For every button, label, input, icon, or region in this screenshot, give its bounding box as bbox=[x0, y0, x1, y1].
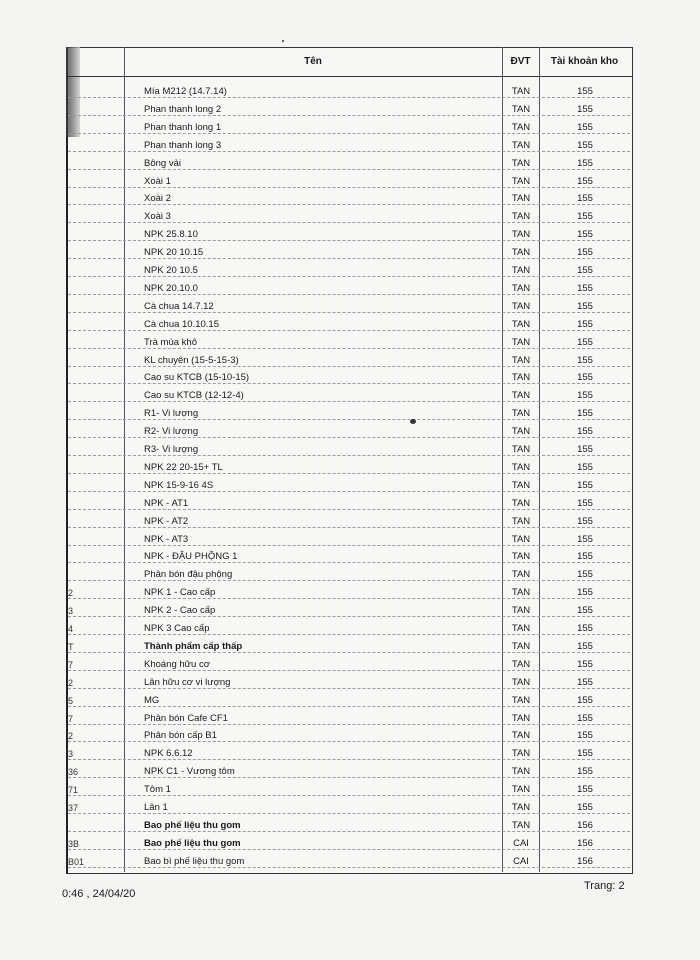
table-row bbox=[68, 727, 630, 745]
row-name: NPK 2 - Cao cấp bbox=[144, 605, 216, 617]
row-unit: TAN bbox=[511, 730, 531, 742]
row-account: 155 bbox=[577, 175, 593, 187]
row-code: 2 bbox=[68, 731, 74, 742]
row-unit: TAN bbox=[511, 623, 531, 634]
table-row bbox=[68, 190, 630, 208]
row-name: Khoáng hữu cơ bbox=[144, 658, 210, 670]
row-name: KL chuyên (15-5-15-3) bbox=[144, 354, 239, 366]
row-account: 155 bbox=[577, 354, 593, 366]
row-account: 155 bbox=[577, 712, 593, 724]
row-name: R1- Vi lượng bbox=[144, 408, 199, 420]
row-code: 36 bbox=[68, 767, 79, 778]
row-name: Trà mùa khô bbox=[144, 336, 197, 348]
row-name: R3- Vi lượng bbox=[144, 444, 199, 455]
table-row bbox=[68, 155, 630, 173]
table-row bbox=[68, 101, 630, 119]
table-row bbox=[68, 441, 630, 459]
row-account: 155 bbox=[577, 318, 593, 330]
row-name: Bao phế liệu thu gom bbox=[144, 819, 241, 831]
row-unit: TAN bbox=[511, 157, 531, 169]
row-unit: TAN bbox=[511, 139, 531, 151]
row-unit: TAN bbox=[511, 784, 531, 796]
row-unit: TAN bbox=[511, 587, 531, 599]
table-row bbox=[68, 656, 630, 674]
scan-speck bbox=[282, 40, 284, 42]
row-name: Mía M212 (14.7.14) bbox=[144, 86, 227, 97]
table-row bbox=[68, 799, 630, 817]
row-code: 71 bbox=[68, 785, 79, 796]
table-row bbox=[68, 244, 630, 262]
row-code: 7 bbox=[68, 659, 74, 670]
row-name: NPK - ĐẬU PHỘNG 1 bbox=[144, 551, 238, 563]
row-account: 155 bbox=[577, 748, 593, 760]
row-account: 155 bbox=[577, 730, 593, 742]
row-code: T bbox=[68, 641, 74, 652]
table-row bbox=[68, 620, 630, 638]
row-unit: TAN bbox=[511, 640, 531, 652]
table-row bbox=[68, 602, 630, 620]
row-unit: TAN bbox=[511, 408, 531, 420]
table-row bbox=[68, 566, 630, 584]
row-name: NPK 25.8.10 bbox=[144, 229, 198, 241]
row-unit: TAN bbox=[511, 569, 531, 581]
row-account: 155 bbox=[577, 640, 593, 652]
table-row bbox=[68, 137, 630, 155]
row-name: MG bbox=[144, 694, 160, 706]
row-unit: TAN bbox=[511, 533, 531, 545]
row-name: R2- Vi lượng bbox=[144, 426, 199, 438]
row-name: Phân bón Cafe CF1 bbox=[144, 712, 228, 724]
row-account: 155 bbox=[577, 247, 593, 259]
row-name: NPK 6.6.12 bbox=[144, 748, 193, 760]
row-name: Phan thanh long 3 bbox=[144, 139, 222, 151]
row-code: 3 bbox=[68, 606, 74, 617]
row-name: NPK C1 - Vương tôm bbox=[144, 766, 235, 778]
row-unit: TAN bbox=[511, 282, 531, 294]
row-code: 2 bbox=[68, 677, 74, 688]
row-account: 155 bbox=[577, 802, 593, 813]
table-row bbox=[68, 83, 630, 101]
row-account: 155 bbox=[577, 533, 593, 545]
table-row bbox=[68, 853, 630, 871]
row-code: 5 bbox=[68, 695, 74, 706]
row-unit: TAN bbox=[511, 247, 531, 259]
row-account: 155 bbox=[577, 497, 593, 509]
table-row bbox=[68, 513, 630, 531]
row-name: NPK 3 Cao cấp bbox=[144, 623, 210, 634]
row-name: NPK - AT3 bbox=[144, 533, 189, 545]
row-code: 7 bbox=[68, 713, 74, 724]
table-row bbox=[68, 548, 630, 566]
row-name: Tôm 1 bbox=[144, 784, 171, 796]
page-number: Trang: 2 bbox=[584, 880, 625, 892]
table-row bbox=[68, 316, 630, 334]
table-row bbox=[68, 710, 630, 728]
header-unit: ĐVT bbox=[510, 56, 531, 67]
row-account: 155 bbox=[577, 121, 593, 133]
table-row bbox=[68, 763, 630, 781]
row-account: 155 bbox=[577, 479, 593, 491]
table-row bbox=[68, 531, 630, 549]
row-account: 155 bbox=[577, 426, 593, 438]
row-account: 156 bbox=[577, 855, 593, 867]
row-name: Phân bón cấp B1 bbox=[144, 730, 217, 742]
row-unit: TAN bbox=[511, 658, 531, 670]
row-unit: TAN bbox=[511, 515, 531, 527]
table-row bbox=[68, 459, 630, 477]
row-account: 155 bbox=[577, 103, 593, 115]
row-unit: TAN bbox=[511, 694, 531, 706]
row-unit: TAN bbox=[511, 479, 531, 491]
row-account: 155 bbox=[577, 784, 593, 796]
row-unit: TAN bbox=[511, 426, 531, 438]
row-account: 155 bbox=[577, 157, 593, 169]
table-row bbox=[68, 745, 630, 763]
table-row bbox=[68, 584, 630, 602]
table-row bbox=[68, 369, 630, 387]
row-name: Xoài 3 bbox=[144, 211, 171, 223]
row-name: Phan thanh long 1 bbox=[144, 121, 222, 133]
row-account: 155 bbox=[577, 408, 593, 420]
row-name: Lân hữu cơ vi lượng bbox=[144, 676, 231, 688]
row-name: NPK - AT1 bbox=[144, 497, 189, 509]
table-row bbox=[68, 692, 630, 710]
row-account: 155 bbox=[577, 300, 593, 312]
row-unit: TAN bbox=[511, 121, 531, 133]
table-row bbox=[68, 280, 630, 298]
row-account: 155 bbox=[577, 390, 593, 402]
row-account: 155 bbox=[577, 658, 593, 670]
header-name: Tên bbox=[304, 56, 322, 67]
table-row bbox=[68, 352, 630, 370]
table-row bbox=[68, 674, 630, 692]
row-code: B01 bbox=[68, 856, 85, 867]
row-name: Phan thanh long 2 bbox=[144, 103, 222, 115]
row-account: 155 bbox=[577, 461, 593, 473]
row-unit: TAN bbox=[511, 318, 531, 330]
row-account: 155 bbox=[577, 766, 593, 778]
table-row bbox=[68, 405, 630, 423]
row-unit: TAN bbox=[511, 748, 531, 760]
row-unit: TAN bbox=[511, 193, 531, 205]
row-unit: TAN bbox=[511, 336, 531, 348]
row-name: Cao su KTCB (12-12-4) bbox=[144, 390, 244, 402]
row-account: 155 bbox=[577, 515, 593, 527]
table-row bbox=[68, 262, 630, 280]
table-row bbox=[68, 334, 630, 352]
row-name: Cao su KTCB (15-10-15) bbox=[144, 372, 250, 384]
row-account: 155 bbox=[577, 139, 593, 151]
row-account: 155 bbox=[577, 229, 593, 241]
row-name: Thành phẩm cấp thấp bbox=[144, 640, 243, 652]
row-name: NPK 22 20-15+ TL bbox=[144, 461, 223, 473]
row-unit: TAN bbox=[511, 676, 531, 688]
row-unit: TAN bbox=[511, 605, 531, 617]
row-name: NPK 20.10.0 bbox=[144, 282, 198, 294]
row-unit: TAN bbox=[511, 103, 531, 115]
row-unit: TAN bbox=[511, 354, 531, 366]
row-unit: TAN bbox=[511, 461, 531, 473]
table-row bbox=[68, 477, 630, 495]
row-name: NPK 1 - Cao cấp bbox=[144, 587, 216, 599]
row-code: 4 bbox=[68, 624, 74, 634]
table-row bbox=[68, 638, 630, 656]
row-unit: TAN bbox=[511, 86, 531, 97]
row-account: 155 bbox=[577, 444, 593, 455]
row-name: Xoài 1 bbox=[144, 175, 171, 187]
row-account: 156 bbox=[577, 819, 593, 831]
row-name: NPK 20 10.15 bbox=[144, 247, 204, 259]
scan-speck bbox=[410, 419, 416, 424]
row-name: Cà chua 14.7.12 bbox=[144, 300, 214, 312]
row-code: 3 bbox=[68, 749, 74, 760]
row-account: 155 bbox=[577, 282, 593, 294]
row-name: Xoài 2 bbox=[144, 193, 171, 205]
table-row bbox=[68, 208, 630, 226]
table-row bbox=[68, 835, 630, 853]
row-account: 155 bbox=[577, 336, 593, 348]
table-row bbox=[68, 387, 630, 405]
row-account: 155 bbox=[577, 372, 593, 384]
row-unit: TAN bbox=[511, 712, 531, 724]
row-account: 155 bbox=[577, 587, 593, 599]
print-timestamp: 0:46 , 24/04/20 bbox=[62, 888, 136, 900]
header-account: Tài khoản kho bbox=[550, 56, 619, 67]
row-unit: TAN bbox=[511, 802, 531, 813]
row-unit: TAN bbox=[511, 175, 531, 187]
row-account: 155 bbox=[577, 551, 593, 563]
row-name: Bông vải bbox=[144, 157, 181, 169]
row-name: NPK - AT2 bbox=[144, 515, 189, 527]
row-unit: CAI bbox=[513, 855, 529, 867]
row-account: 155 bbox=[577, 694, 593, 706]
row-account: 155 bbox=[577, 193, 593, 205]
table-row bbox=[68, 781, 630, 799]
row-account: 155 bbox=[577, 676, 593, 688]
row-unit: TAN bbox=[511, 819, 531, 831]
row-unit: TAN bbox=[511, 551, 531, 563]
table-row bbox=[68, 119, 630, 137]
row-name: Phân bón đậu phộng bbox=[144, 569, 233, 581]
table-row bbox=[68, 817, 630, 835]
row-name: NPK 15-9-16 4S bbox=[144, 479, 214, 491]
table-row bbox=[68, 226, 630, 244]
row-account: 155 bbox=[577, 569, 593, 581]
row-unit: TAN bbox=[511, 390, 531, 402]
table-row bbox=[68, 173, 630, 191]
row-unit: TAN bbox=[511, 300, 531, 312]
row-account: 155 bbox=[577, 86, 593, 97]
table-row bbox=[68, 298, 630, 316]
row-name: Bao phế liệu thu gom bbox=[144, 837, 241, 849]
row-account: 155 bbox=[577, 623, 593, 634]
row-unit: TAN bbox=[511, 497, 531, 509]
row-name: Cà chua 10.10.15 bbox=[144, 318, 220, 330]
row-code: 37 bbox=[68, 803, 79, 813]
row-account: 155 bbox=[577, 265, 593, 276]
row-unit: TAN bbox=[511, 229, 531, 241]
row-name: NPK 20 10.5 bbox=[144, 265, 198, 276]
row-unit: TAN bbox=[511, 766, 531, 778]
row-unit: TAN bbox=[511, 211, 531, 223]
row-name: Lân 1 bbox=[144, 802, 168, 813]
row-unit: TAN bbox=[511, 444, 531, 455]
row-code: 2 bbox=[68, 588, 74, 599]
row-unit: TAN bbox=[511, 372, 531, 384]
row-account: 155 bbox=[577, 211, 593, 223]
row-account: 155 bbox=[577, 605, 593, 617]
row-name: Bao bì phế liệu thu gom bbox=[144, 855, 245, 867]
table-row bbox=[68, 423, 630, 441]
table-row bbox=[68, 495, 630, 513]
row-unit: TAN bbox=[511, 265, 531, 276]
row-code: 3B bbox=[68, 838, 80, 849]
row-account: 156 bbox=[577, 837, 593, 849]
row-unit: CAI bbox=[513, 837, 529, 849]
